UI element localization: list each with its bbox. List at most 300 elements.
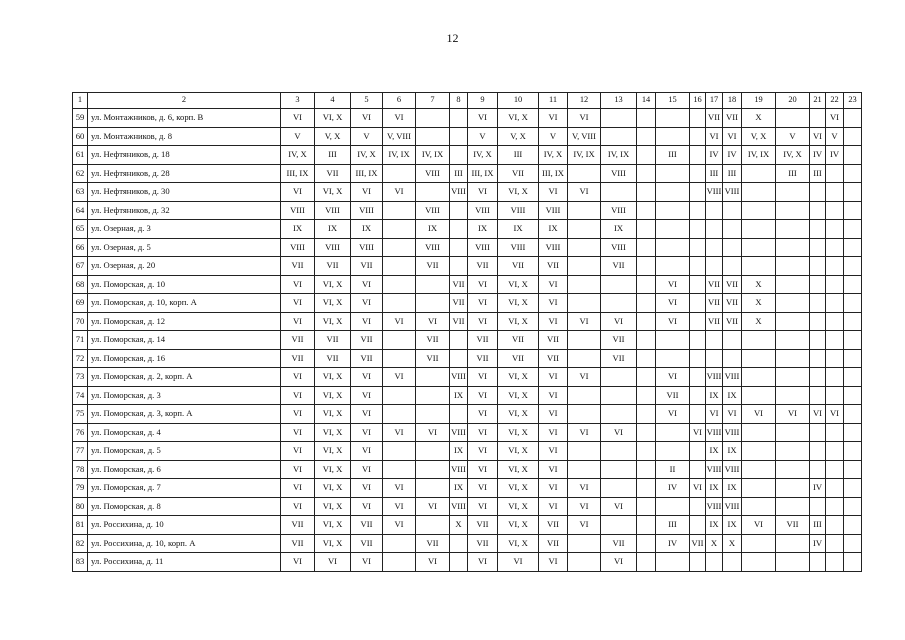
value-cell (656, 164, 690, 183)
value-cell (826, 220, 844, 239)
value-cell (844, 294, 862, 313)
value-cell (690, 238, 706, 257)
value-cell: VI, X (498, 516, 539, 535)
row-number: 75 (73, 405, 88, 424)
value-cell: VI (468, 275, 498, 294)
value-cell: VI, X (315, 460, 351, 479)
value-cell: X (742, 275, 776, 294)
value-cell: VI, X (315, 312, 351, 331)
value-cell (810, 442, 826, 461)
column-number: 11 (539, 93, 568, 109)
value-cell (383, 442, 416, 461)
value-cell: VI (383, 497, 416, 516)
value-cell: VIII (723, 460, 742, 479)
value-cell (637, 405, 656, 424)
value-cell (826, 442, 844, 461)
row-number: 76 (73, 423, 88, 442)
value-cell (601, 294, 637, 313)
value-cell (568, 238, 601, 257)
value-cell (568, 386, 601, 405)
value-cell (742, 423, 776, 442)
value-cell: VI, X (498, 460, 539, 479)
value-cell (810, 331, 826, 350)
value-cell: VI (539, 109, 568, 128)
value-cell: IV, IX (383, 146, 416, 165)
table-row (73, 497, 862, 516)
value-cell (776, 534, 810, 553)
value-cell: III (656, 516, 690, 535)
value-cell: VI (468, 109, 498, 128)
column-number: 23 (844, 93, 862, 109)
value-cell: VI (656, 405, 690, 424)
value-cell (690, 368, 706, 387)
value-cell: VI (468, 553, 498, 572)
value-cell: IV, IX (568, 146, 601, 165)
column-number: 15 (656, 93, 690, 109)
row-number: 81 (73, 516, 88, 535)
value-cell (844, 442, 862, 461)
value-cell: IV (810, 479, 826, 498)
value-cell: IX (416, 220, 450, 239)
value-cell (742, 442, 776, 461)
value-cell: VI (498, 553, 539, 572)
value-cell: VI (539, 497, 568, 516)
address-cell: ул. Нефтяников, д. 28 (88, 164, 281, 183)
value-cell: VII (539, 257, 568, 276)
value-cell: IV (706, 146, 723, 165)
address-cell: ул. Нефтяников, д. 32 (88, 201, 281, 220)
value-cell: VI (468, 423, 498, 442)
row-number: 70 (73, 312, 88, 331)
value-cell (383, 294, 416, 313)
value-cell: VII (315, 349, 351, 368)
value-cell (568, 294, 601, 313)
row-number: 77 (73, 442, 88, 461)
value-cell: VII (281, 349, 315, 368)
value-cell (690, 294, 706, 313)
column-number: 3 (281, 93, 315, 109)
value-cell (416, 183, 450, 202)
value-cell: VIII (315, 201, 351, 220)
value-cell: VI, X (498, 275, 539, 294)
value-cell: VI (281, 442, 315, 461)
value-cell: III (776, 164, 810, 183)
value-cell (450, 405, 468, 424)
table-row (73, 257, 862, 276)
value-cell: IX (450, 442, 468, 461)
address-cell: ул. Россихина, д. 10 (88, 516, 281, 535)
value-cell (844, 257, 862, 276)
row-number: 73 (73, 368, 88, 387)
page-number: 12 (446, 31, 459, 45)
value-cell (568, 534, 601, 553)
table-row (73, 423, 862, 442)
row-number: 69 (73, 294, 88, 313)
address-cell: ул. Поморская, д. 8 (88, 497, 281, 516)
value-cell: VI (351, 109, 383, 128)
value-cell (844, 146, 862, 165)
value-cell: VIII (450, 423, 468, 442)
value-cell: VI (416, 497, 450, 516)
value-cell (568, 553, 601, 572)
value-cell (568, 442, 601, 461)
address-cell: ул. Поморская, д. 14 (88, 331, 281, 350)
value-cell: VI (383, 423, 416, 442)
value-cell (844, 534, 862, 553)
value-cell: VII (351, 516, 383, 535)
value-cell: IX (706, 479, 723, 498)
value-cell: VII (315, 331, 351, 350)
value-cell: VI (351, 183, 383, 202)
value-cell (383, 220, 416, 239)
value-cell: VI (690, 423, 706, 442)
value-cell: V, VIII (383, 127, 416, 146)
value-cell: VI (539, 275, 568, 294)
value-cell: VIII (498, 201, 539, 220)
value-cell: IV, X (351, 146, 383, 165)
value-cell (844, 479, 862, 498)
value-cell (826, 164, 844, 183)
address-cell: ул. Россихина, д. 11 (88, 553, 281, 572)
value-cell: VI (468, 460, 498, 479)
value-cell: VII (416, 349, 450, 368)
value-cell (690, 220, 706, 239)
value-cell (742, 331, 776, 350)
value-cell (690, 275, 706, 294)
value-cell (776, 201, 810, 220)
value-cell: VIII (281, 201, 315, 220)
value-cell (416, 405, 450, 424)
value-cell: VI (281, 479, 315, 498)
address-cell: ул. Россихина, д. 10, корп. А (88, 534, 281, 553)
column-number: 2 (88, 93, 281, 109)
value-cell: VIII (706, 368, 723, 387)
value-cell: V, X (742, 127, 776, 146)
value-cell: VII (706, 312, 723, 331)
row-number: 72 (73, 349, 88, 368)
value-cell: VI, X (498, 368, 539, 387)
value-cell: V, X (315, 127, 351, 146)
value-cell (690, 460, 706, 479)
address-cell: ул. Поморская, д. 6 (88, 460, 281, 479)
value-cell (450, 127, 468, 146)
value-cell: VI, X (498, 534, 539, 553)
value-cell: III (810, 164, 826, 183)
value-cell: IX (498, 220, 539, 239)
value-cell (723, 257, 742, 276)
value-cell (637, 312, 656, 331)
value-cell (450, 553, 468, 572)
address-cell: ул. Поморская, д. 3, корп. А (88, 405, 281, 424)
value-cell: VI (568, 516, 601, 535)
value-cell (637, 146, 656, 165)
value-cell: VII (450, 275, 468, 294)
value-cell (776, 423, 810, 442)
value-cell (723, 220, 742, 239)
value-cell: VI, X (498, 312, 539, 331)
value-cell: II (656, 460, 690, 479)
row-number: 66 (73, 238, 88, 257)
value-cell: VI (601, 553, 637, 572)
value-cell: VI (810, 405, 826, 424)
value-cell: VI, X (498, 423, 539, 442)
value-cell (810, 423, 826, 442)
value-cell (690, 183, 706, 202)
value-cell: VI, X (498, 294, 539, 313)
address-cell: ул. Поморская, д. 12 (88, 312, 281, 331)
value-cell (656, 201, 690, 220)
value-cell: VI (416, 553, 450, 572)
value-cell (742, 238, 776, 257)
value-cell (656, 257, 690, 276)
value-cell: VI (281, 386, 315, 405)
table-row (73, 368, 862, 387)
value-cell (690, 164, 706, 183)
column-number: 1 (73, 93, 88, 109)
value-cell (826, 368, 844, 387)
value-cell (656, 349, 690, 368)
value-cell: III (656, 146, 690, 165)
value-cell: IX (315, 220, 351, 239)
value-cell (810, 553, 826, 572)
value-cell: IV, X (539, 146, 568, 165)
value-cell (383, 164, 416, 183)
value-cell: X (450, 516, 468, 535)
value-cell (656, 127, 690, 146)
value-cell (690, 516, 706, 535)
value-cell (826, 479, 844, 498)
value-cell: III, IX (281, 164, 315, 183)
value-cell (601, 460, 637, 479)
value-cell: V (351, 127, 383, 146)
column-number: 19 (742, 93, 776, 109)
value-cell: VIII (450, 183, 468, 202)
value-cell: VII (776, 516, 810, 535)
value-cell: VI (383, 368, 416, 387)
value-cell: VI (706, 127, 723, 146)
value-cell (706, 553, 723, 572)
value-cell: VIII (601, 164, 637, 183)
value-cell (690, 553, 706, 572)
value-cell: VI (383, 516, 416, 535)
value-cell (637, 368, 656, 387)
table-row (73, 460, 862, 479)
value-cell: VI (568, 479, 601, 498)
value-cell (450, 201, 468, 220)
value-cell: III (450, 164, 468, 183)
value-cell (601, 516, 637, 535)
value-cell (742, 201, 776, 220)
value-cell (601, 386, 637, 405)
value-cell: III, IX (539, 164, 568, 183)
value-cell (637, 275, 656, 294)
value-cell: VI (468, 497, 498, 516)
table-row (73, 349, 862, 368)
value-cell: X (706, 534, 723, 553)
value-cell: VI (281, 183, 315, 202)
value-cell (810, 460, 826, 479)
value-cell (742, 220, 776, 239)
value-cell: X (742, 109, 776, 128)
value-cell: VI (468, 294, 498, 313)
value-cell: VI (776, 405, 810, 424)
value-cell: VII (468, 516, 498, 535)
table-row (73, 146, 862, 165)
value-cell (776, 183, 810, 202)
value-cell (637, 442, 656, 461)
value-cell (383, 460, 416, 479)
value-cell: VI (383, 183, 416, 202)
value-cell: IV, X (468, 146, 498, 165)
value-cell: VI, X (315, 109, 351, 128)
row-number: 63 (73, 183, 88, 202)
row-number: 79 (73, 479, 88, 498)
value-cell: VII (281, 257, 315, 276)
value-cell (810, 257, 826, 276)
value-cell: VIII (450, 368, 468, 387)
value-cell: VII (601, 534, 637, 553)
table-row (73, 127, 862, 146)
value-cell: VI (468, 312, 498, 331)
value-cell: V (826, 127, 844, 146)
value-cell (416, 460, 450, 479)
row-number: 65 (73, 220, 88, 239)
value-cell (637, 109, 656, 128)
value-cell (568, 164, 601, 183)
address-cell: ул. Нефтяников, д. 18 (88, 146, 281, 165)
value-cell (416, 516, 450, 535)
value-cell: IV (656, 534, 690, 553)
value-cell (383, 405, 416, 424)
address-cell: ул. Нефтяников, д. 30 (88, 183, 281, 202)
value-cell: V, X (498, 127, 539, 146)
value-cell: III (810, 516, 826, 535)
value-cell: IX (723, 442, 742, 461)
value-cell: VIII (723, 183, 742, 202)
value-cell: IV (810, 146, 826, 165)
value-cell (601, 275, 637, 294)
value-cell: VII (315, 257, 351, 276)
value-cell: VI, X (315, 516, 351, 535)
row-number: 62 (73, 164, 88, 183)
value-cell: VI, X (498, 497, 539, 516)
value-cell: VI (468, 442, 498, 461)
value-cell: IV, IX (416, 146, 450, 165)
value-cell (844, 164, 862, 183)
value-cell: VI (539, 460, 568, 479)
column-number: 13 (601, 93, 637, 109)
value-cell: VIII (601, 238, 637, 257)
value-cell: VI (383, 479, 416, 498)
value-cell: VI, X (315, 275, 351, 294)
value-cell (383, 331, 416, 350)
value-cell (690, 442, 706, 461)
value-cell: VI (539, 423, 568, 442)
value-cell (690, 127, 706, 146)
value-cell (601, 109, 637, 128)
value-cell (601, 405, 637, 424)
value-cell: IX (468, 220, 498, 239)
table-row (73, 312, 862, 331)
value-cell: IV (826, 146, 844, 165)
value-cell (383, 386, 416, 405)
value-cell: IX (450, 386, 468, 405)
value-cell: VI (416, 423, 450, 442)
value-cell: X (742, 294, 776, 313)
value-cell: IV, X (776, 146, 810, 165)
value-cell: IX (706, 516, 723, 535)
value-cell (826, 349, 844, 368)
value-cell: VIII (416, 238, 450, 257)
table-row (73, 442, 862, 461)
value-cell: III (723, 164, 742, 183)
value-cell (690, 386, 706, 405)
value-cell: VII (539, 349, 568, 368)
value-cell (776, 220, 810, 239)
value-cell (656, 497, 690, 516)
value-cell (416, 368, 450, 387)
value-cell (776, 442, 810, 461)
data-table (72, 92, 862, 572)
value-cell (690, 312, 706, 331)
value-cell: VI, X (315, 368, 351, 387)
column-number: 6 (383, 93, 416, 109)
value-cell (826, 516, 844, 535)
value-cell (383, 349, 416, 368)
value-cell (637, 479, 656, 498)
value-cell: IX (723, 516, 742, 535)
value-cell: VI (468, 405, 498, 424)
value-cell: VI, X (315, 405, 351, 424)
value-cell (656, 183, 690, 202)
value-cell (637, 349, 656, 368)
column-number: 5 (351, 93, 383, 109)
value-cell (568, 405, 601, 424)
value-cell: VII (723, 109, 742, 128)
value-cell: VI (568, 497, 601, 516)
value-cell: VI (351, 497, 383, 516)
column-number: 7 (416, 93, 450, 109)
value-cell (826, 423, 844, 442)
value-cell: IX (281, 220, 315, 239)
value-cell: VI, X (315, 294, 351, 313)
table-row (73, 534, 862, 553)
value-cell (450, 534, 468, 553)
value-cell (690, 405, 706, 424)
value-cell (416, 386, 450, 405)
value-cell: VI (416, 312, 450, 331)
value-cell: VI (468, 479, 498, 498)
table-row (73, 386, 862, 405)
value-cell: VII (723, 294, 742, 313)
value-cell (637, 201, 656, 220)
value-cell: VI (539, 312, 568, 331)
value-cell (450, 331, 468, 350)
value-cell: VI, X (498, 479, 539, 498)
value-cell: VI (539, 479, 568, 498)
address-cell: ул. Озерная, д. 3 (88, 220, 281, 239)
value-cell (723, 331, 742, 350)
table-row (73, 331, 862, 350)
value-cell (637, 238, 656, 257)
value-cell: VII (539, 534, 568, 553)
value-cell: VII (601, 349, 637, 368)
value-cell: VII (281, 331, 315, 350)
value-cell (706, 238, 723, 257)
value-cell: VI (351, 442, 383, 461)
table-row (73, 553, 862, 572)
value-cell: VII (450, 294, 468, 313)
